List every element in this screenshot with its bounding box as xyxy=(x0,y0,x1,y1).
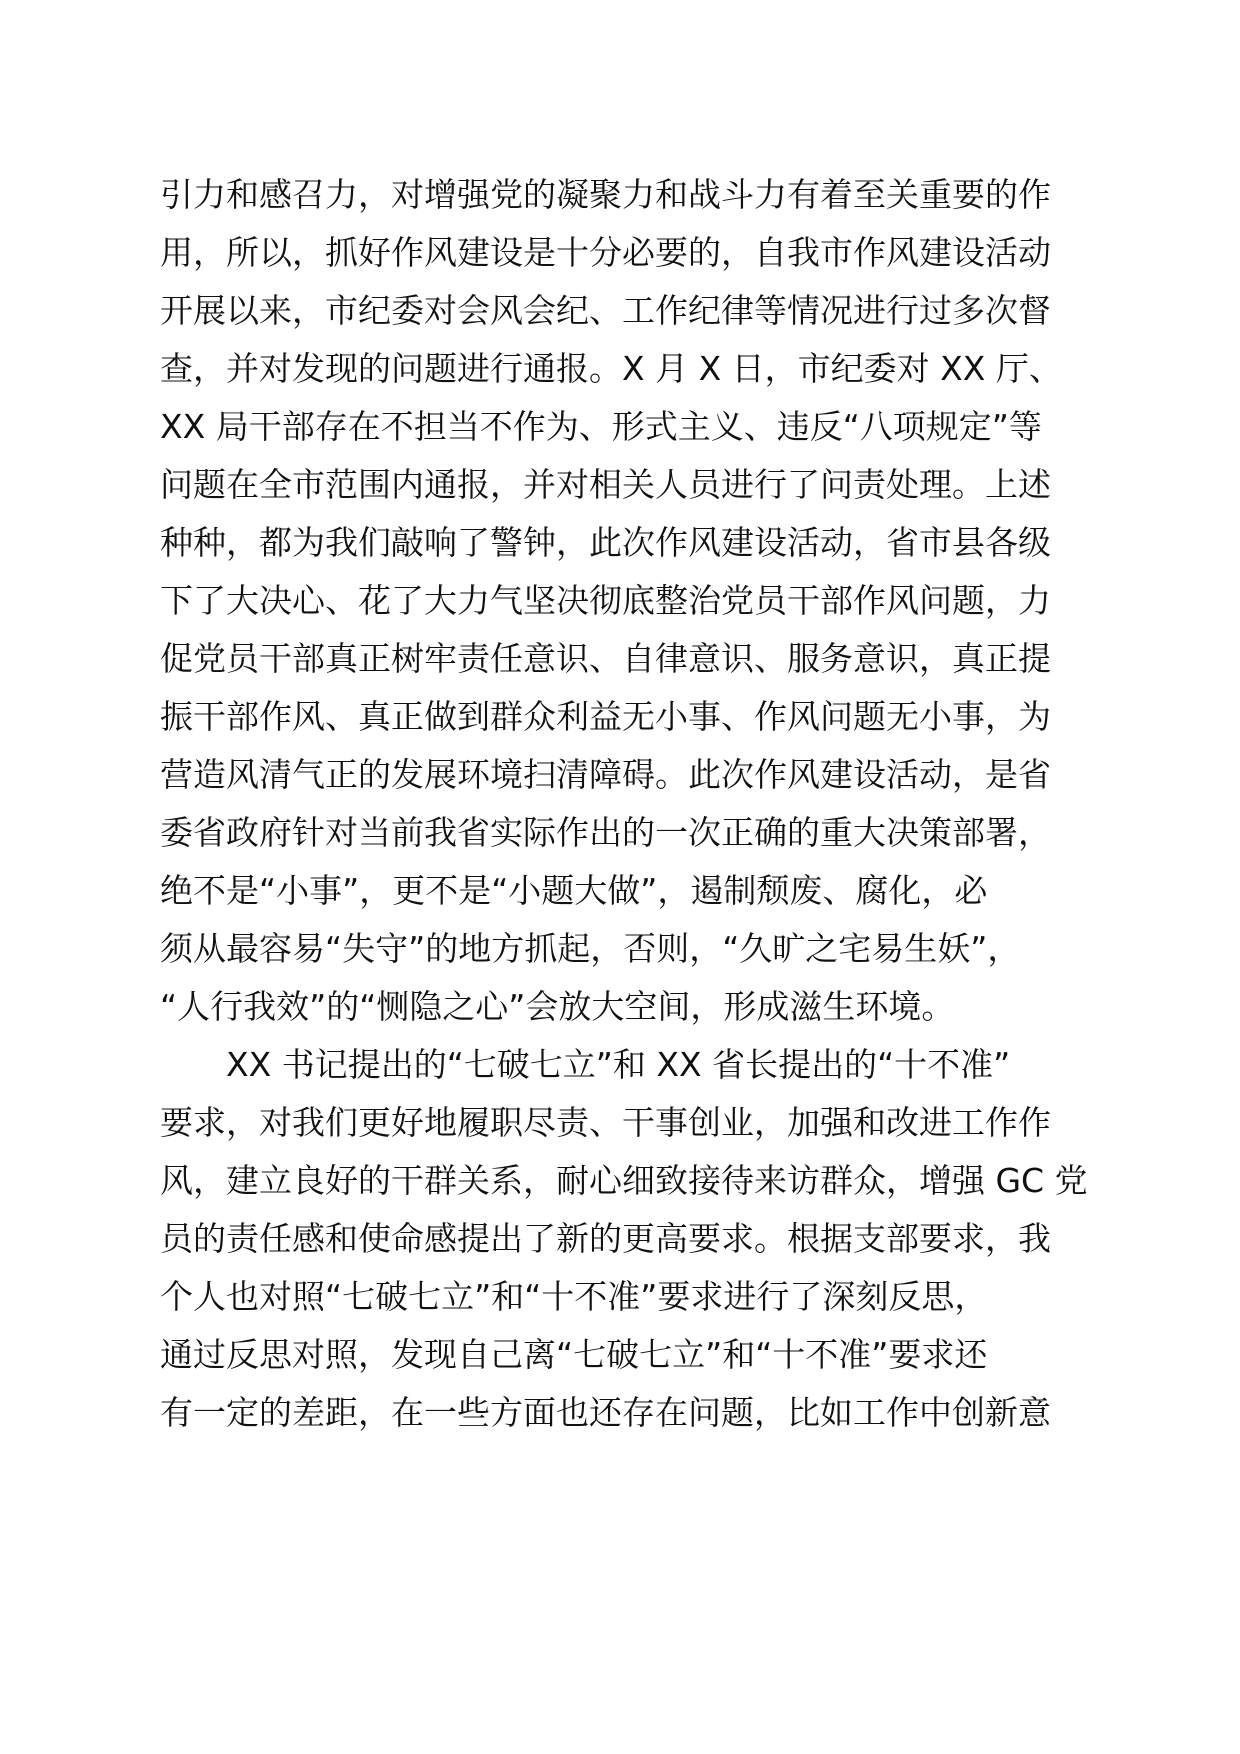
text-line: 问题在全市范围内通报，并对相关人员进行了问责处理。上述 xyxy=(160,465,1051,504)
text-line: 绝不是“小事”，更不是“小题大做”，遏制颓废、腐化，必 xyxy=(160,871,988,910)
text-line: “人行我效”的“恻隐之心”会放大空间，形成滋生环境。 xyxy=(160,987,955,1026)
text-line: 营造风清气正的发展环境扫清障碍。此次作风建设活动，是省 xyxy=(160,755,1051,794)
text-line: 要求，对我们更好地履职尽责、干事创业，加强和改进工作作 xyxy=(160,1103,1051,1142)
text-line: 促党员干部真正树牢责任意识、自律意识、服务意识，真正提 xyxy=(160,639,1051,678)
text-line: 振干部作风、真正做到群众利益无小事、作风问题无小事，为 xyxy=(160,697,1051,736)
text-line: 下了大决心、花了大力气坚决彻底整治党员干部作风问题，力 xyxy=(160,581,1051,620)
text-line: 开展以来，市纪委对会风会纪、工作纪律等情况进行过多次督 xyxy=(160,291,1051,330)
text-line: 引力和感召力，对增强党的凝聚力和战斗力有着至关重要的作 xyxy=(160,175,1051,214)
text-line: 委省政府针对当前我省实际作出的一次正确的重大决策部署， xyxy=(160,813,1051,852)
text-line: 风，建立良好的干群关系，耐心细致接待来访群众，增强 GC 党 xyxy=(160,1161,1088,1200)
text-line: 个人也对照“七破七立”和“十不准”要求进行了深刻反思， xyxy=(160,1277,988,1316)
text-line: 通过反思对照，发现自己离“七破七立”和“十不准”要求还 xyxy=(160,1335,988,1374)
text-line: 种种，都为我们敲响了警钟，此次作风建设活动，省市县各级 xyxy=(160,523,1051,562)
text-line: 有一定的差距，在一些方面也还存在问题，比如工作中创新意 xyxy=(160,1393,1051,1432)
text-line: XX 书记提出的“七破七立”和 XX 省长提出的“十不准” xyxy=(226,1045,1011,1084)
text-line: 查，并对发现的问题进行通报。X 月 X 日，市纪委对 XX 厅、 xyxy=(160,349,1062,388)
text-line: XX 局干部存在不担当不作为、形式主义、违反“八项规定”等 xyxy=(160,407,1042,446)
text-line: 用，所以，抓好作风建设是十分必要的，自我市作风建设活动 xyxy=(160,233,1051,272)
text-line: 员的责任感和使命感提出了新的更高要求。根据支部要求，我 xyxy=(160,1219,1051,1258)
text-line: 须从最容易“失守”的地方抓起，否则，“久旷之宅易生妖”， xyxy=(160,929,1021,968)
